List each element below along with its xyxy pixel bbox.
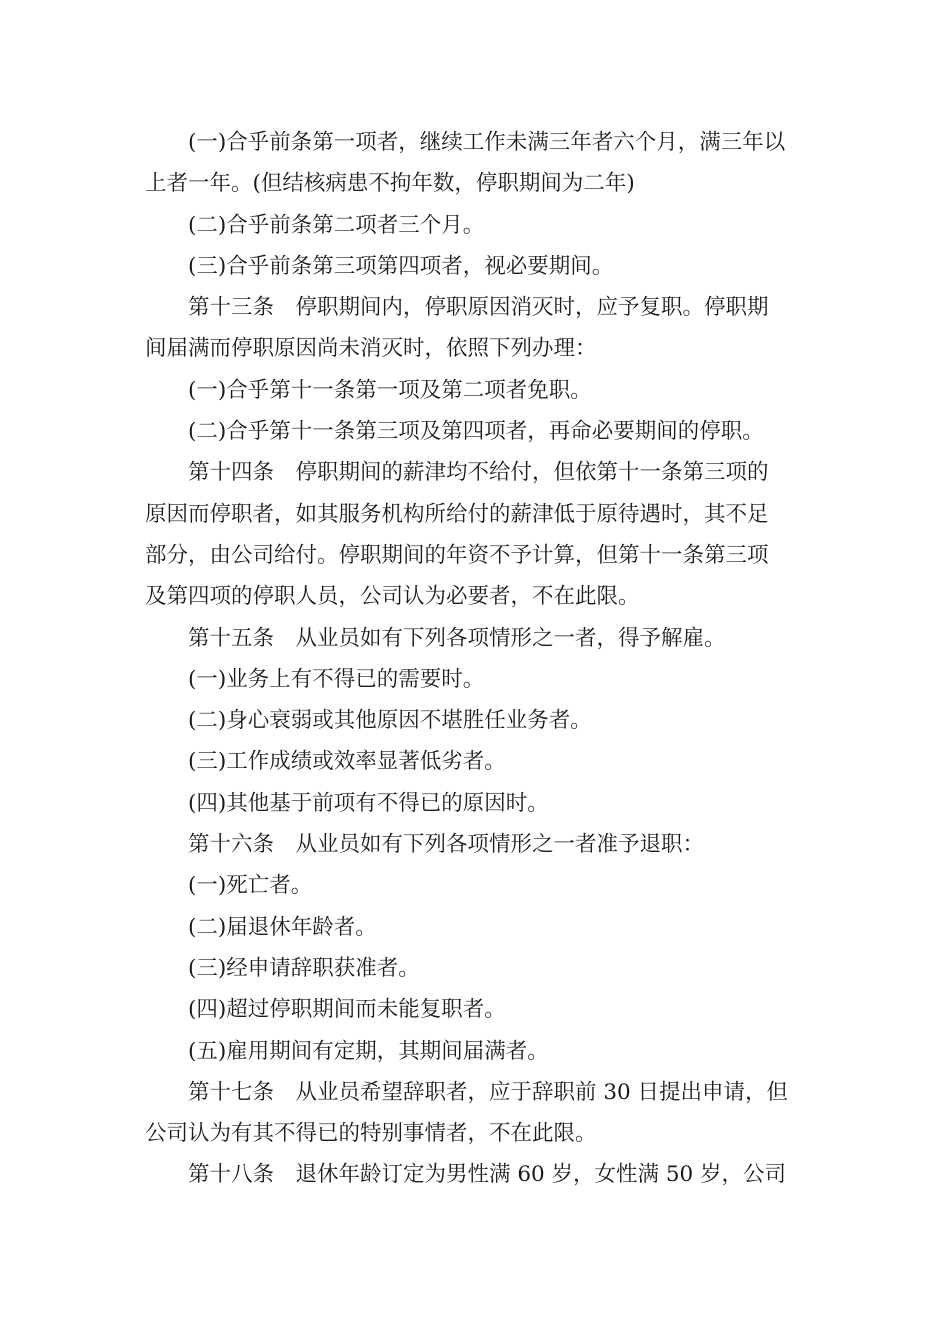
paragraph [145, 1072, 811, 1155]
document-body [145, 122, 811, 1196]
text-line: 第十三条 停职期间内，停职原因消灭时，应予复职。停职期 [188, 295, 769, 321]
paragraph [145, 205, 811, 246]
paragraph [145, 618, 811, 659]
text-line: 第十四条 停职期间的薪津均不给付，但依第十一条第三项的 [188, 460, 769, 486]
text-line: (一)死亡者。 [188, 873, 313, 899]
paragraph [145, 741, 811, 782]
text-line: (一)业务上有不得已的需要时。 [188, 666, 485, 692]
text-line: (五)雇用期间有定期，其期间届满者。 [188, 1038, 549, 1064]
text-line: 第十五条 从业员如有下列各项情形之一者，得予解雇。 [188, 625, 726, 651]
paragraph [145, 824, 811, 865]
paragraph [145, 452, 811, 617]
paragraph [145, 1031, 811, 1072]
paragraph [145, 1154, 811, 1195]
text-line: (二)身心衰弱或其他原因不堪胜任业务者。 [188, 708, 592, 734]
paragraph [145, 783, 811, 824]
paragraph [145, 948, 811, 989]
text-line: (三)经申请辞职获准者。 [188, 955, 420, 981]
paragraph [145, 411, 811, 452]
text-line: (一)合乎前条第一项者，继续工作未满三年者六个月，满三年以 [188, 130, 786, 155]
paragraph [145, 989, 811, 1030]
text-line: (一)合乎第十一条第一项及第二项者免职。 [188, 377, 592, 403]
text-line: (二)合乎第十一条第三项及第四项者，再命必要期间的停职。 [188, 419, 764, 445]
paragraph [145, 907, 811, 948]
text-line: 原因而停职者，如其服务机构所给付的薪津低于原待遇时，其不足 [145, 501, 769, 527]
text-line: 第十七条 从业员希望辞职者，应于辞职前 30 日提出申请，但 [188, 1079, 789, 1105]
text-line: (二)届退休年龄者。 [188, 914, 377, 940]
text-line: 第十六条 从业员如有下列各项情形之一者准予退职： [188, 832, 705, 858]
paragraph [145, 122, 811, 205]
paragraph [145, 246, 811, 287]
text-line: (四)超过停职期间而未能复职者。 [188, 997, 506, 1023]
text-line: 部分，由公司给付。停职期间的年资不予计算，但第十一条第三项 [145, 542, 769, 568]
paragraph [145, 287, 811, 370]
paragraph [145, 865, 811, 906]
text-line: 及第四项的停职人员，公司认为必要者，不在此限。 [145, 584, 640, 610]
text-line: (二)合乎前条第二项者三个月。 [188, 212, 485, 238]
text-line: (三)工作成绩或效率显著低劣者。 [188, 749, 506, 775]
text-line: 间届满而停职原因尚未消灭时，依照下列办理： [145, 336, 597, 362]
paragraph [145, 370, 811, 411]
paragraph [145, 700, 811, 741]
text-line: 上者一年。(但结核病患不拘年数，停职期间为二年) [145, 171, 635, 197]
text-line: 第十八条 退休年龄订定为男性满 60 岁，女性满 50 岁，公司 [188, 1162, 787, 1188]
paragraph [145, 659, 811, 700]
text-line: (三)合乎前条第三项第四项者，视必要期间。 [188, 253, 614, 279]
text-line: (四)其他基于前项有不得已的原因时。 [188, 790, 549, 816]
text-line: 公司认为有其不得已的特别事情者，不在此限。 [145, 1121, 597, 1147]
